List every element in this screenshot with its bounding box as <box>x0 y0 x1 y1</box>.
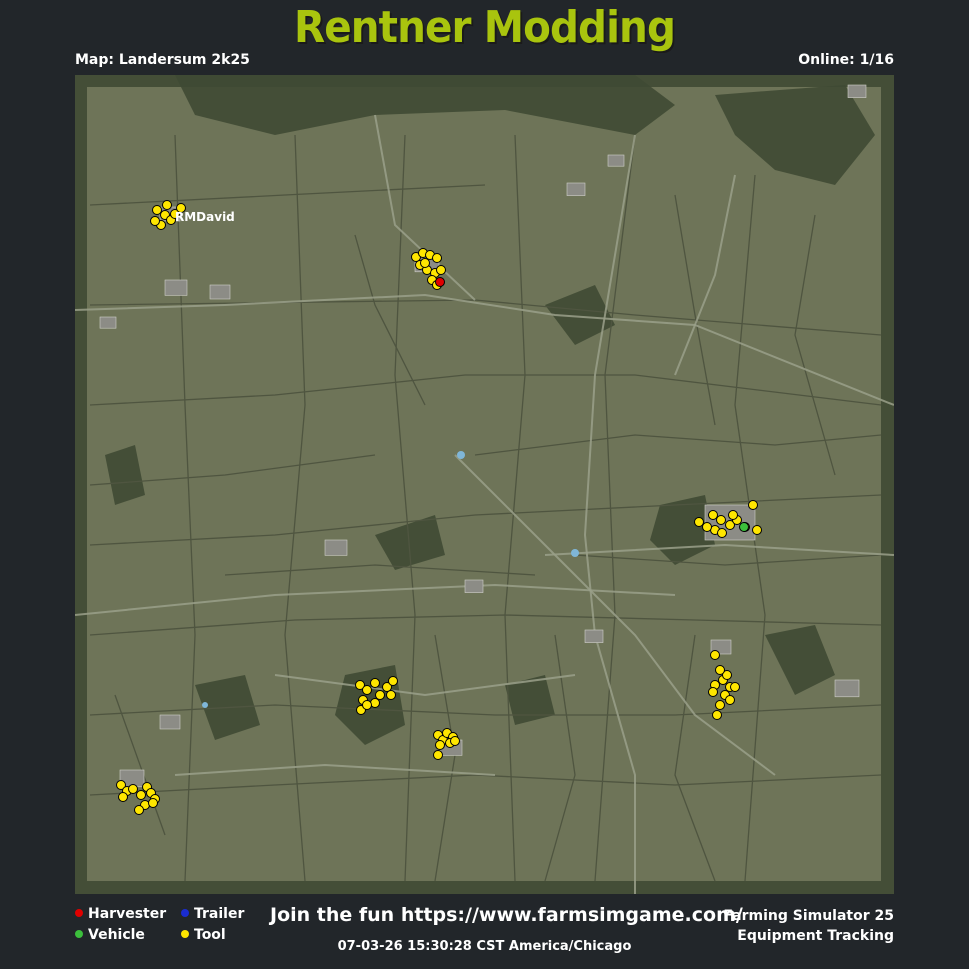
tool-marker[interactable] <box>363 701 372 710</box>
water-pond <box>202 702 208 708</box>
tool-marker[interactable] <box>711 651 720 660</box>
tool-marker[interactable] <box>718 529 727 538</box>
tool-marker[interactable] <box>717 516 726 525</box>
tool-marker[interactable] <box>437 266 446 275</box>
legend-tool-label: Tool <box>194 927 226 943</box>
tool-marker[interactable] <box>135 806 144 815</box>
harvester-dot-icon <box>75 909 83 917</box>
tool-marker[interactable] <box>451 737 460 746</box>
legend-trailer-label: Trailer <box>194 906 245 922</box>
farm-building <box>165 280 187 295</box>
tool-marker[interactable] <box>753 526 762 535</box>
tool-marker[interactable] <box>436 741 445 750</box>
farm-building <box>848 85 866 98</box>
trailer-dot-icon <box>181 909 189 917</box>
tool-marker[interactable] <box>421 259 430 268</box>
legend-harvester-label: Harvester <box>88 906 167 922</box>
tool-marker[interactable] <box>729 511 738 520</box>
page-title: Rentner Modding <box>293 2 676 53</box>
tool-marker[interactable] <box>749 501 758 510</box>
tool-marker[interactable] <box>389 677 398 686</box>
farm-building <box>585 630 603 643</box>
tool-marker[interactable] <box>709 688 718 697</box>
tool-marker[interactable] <box>387 691 396 700</box>
map-canvas[interactable] <box>75 75 894 894</box>
tool-marker[interactable] <box>709 511 718 520</box>
tool-marker[interactable] <box>726 696 735 705</box>
map-name-label: Map: Landersum 2k25 <box>75 52 250 68</box>
join-link[interactable]: Join the fun https://www.farmsimgame.com/ <box>270 904 743 926</box>
tool-marker[interactable] <box>119 793 128 802</box>
tool-marker[interactable] <box>695 518 704 527</box>
legend-vehicle-label: Vehicle <box>88 927 145 943</box>
water-pond <box>457 451 465 459</box>
farm-building <box>160 715 180 729</box>
legend-harvester <box>75 906 166 922</box>
farm-building <box>465 580 483 593</box>
farm-building <box>100 317 116 328</box>
timestamp: 07-03-26 15:30:28 CST America/Chicago <box>337 939 632 954</box>
tool-marker[interactable] <box>434 751 443 760</box>
tool-marker[interactable] <box>731 683 740 692</box>
brand-line-2: Equipment Tracking <box>737 928 894 944</box>
farm-building <box>325 540 347 555</box>
brand-block <box>723 906 894 946</box>
tool-marker[interactable] <box>703 523 712 532</box>
farm-building <box>567 183 585 196</box>
water-pond <box>571 549 579 557</box>
tool-marker[interactable] <box>713 711 722 720</box>
tool-marker[interactable] <box>433 254 442 263</box>
farm-map[interactable] <box>75 75 894 894</box>
farm-building <box>608 155 624 166</box>
brand-line-1: Farming Simulator 25 <box>723 908 894 924</box>
legend-trailer <box>181 906 244 922</box>
harvester-marker[interactable] <box>436 278 445 287</box>
vehicle-marker[interactable] <box>740 523 749 532</box>
farm-building <box>835 680 859 697</box>
tool-marker[interactable] <box>137 791 146 800</box>
tool-marker[interactable] <box>376 691 385 700</box>
online-count-label: Online: 1/16 <box>798 52 894 68</box>
tool-marker[interactable] <box>163 201 172 210</box>
tool-marker[interactable] <box>151 217 160 226</box>
tool-marker[interactable] <box>129 785 138 794</box>
tool-dot-icon <box>181 930 189 938</box>
vehicle-dot-icon <box>75 930 83 938</box>
tool-marker[interactable] <box>716 701 725 710</box>
tool-marker[interactable] <box>149 799 158 808</box>
tool-marker[interactable] <box>153 206 162 215</box>
player-label[interactable]: RMDavid <box>175 210 235 224</box>
tool-marker[interactable] <box>716 666 725 675</box>
tool-marker[interactable] <box>371 679 380 688</box>
tool-marker[interactable] <box>363 686 372 695</box>
farm-building <box>210 285 230 299</box>
